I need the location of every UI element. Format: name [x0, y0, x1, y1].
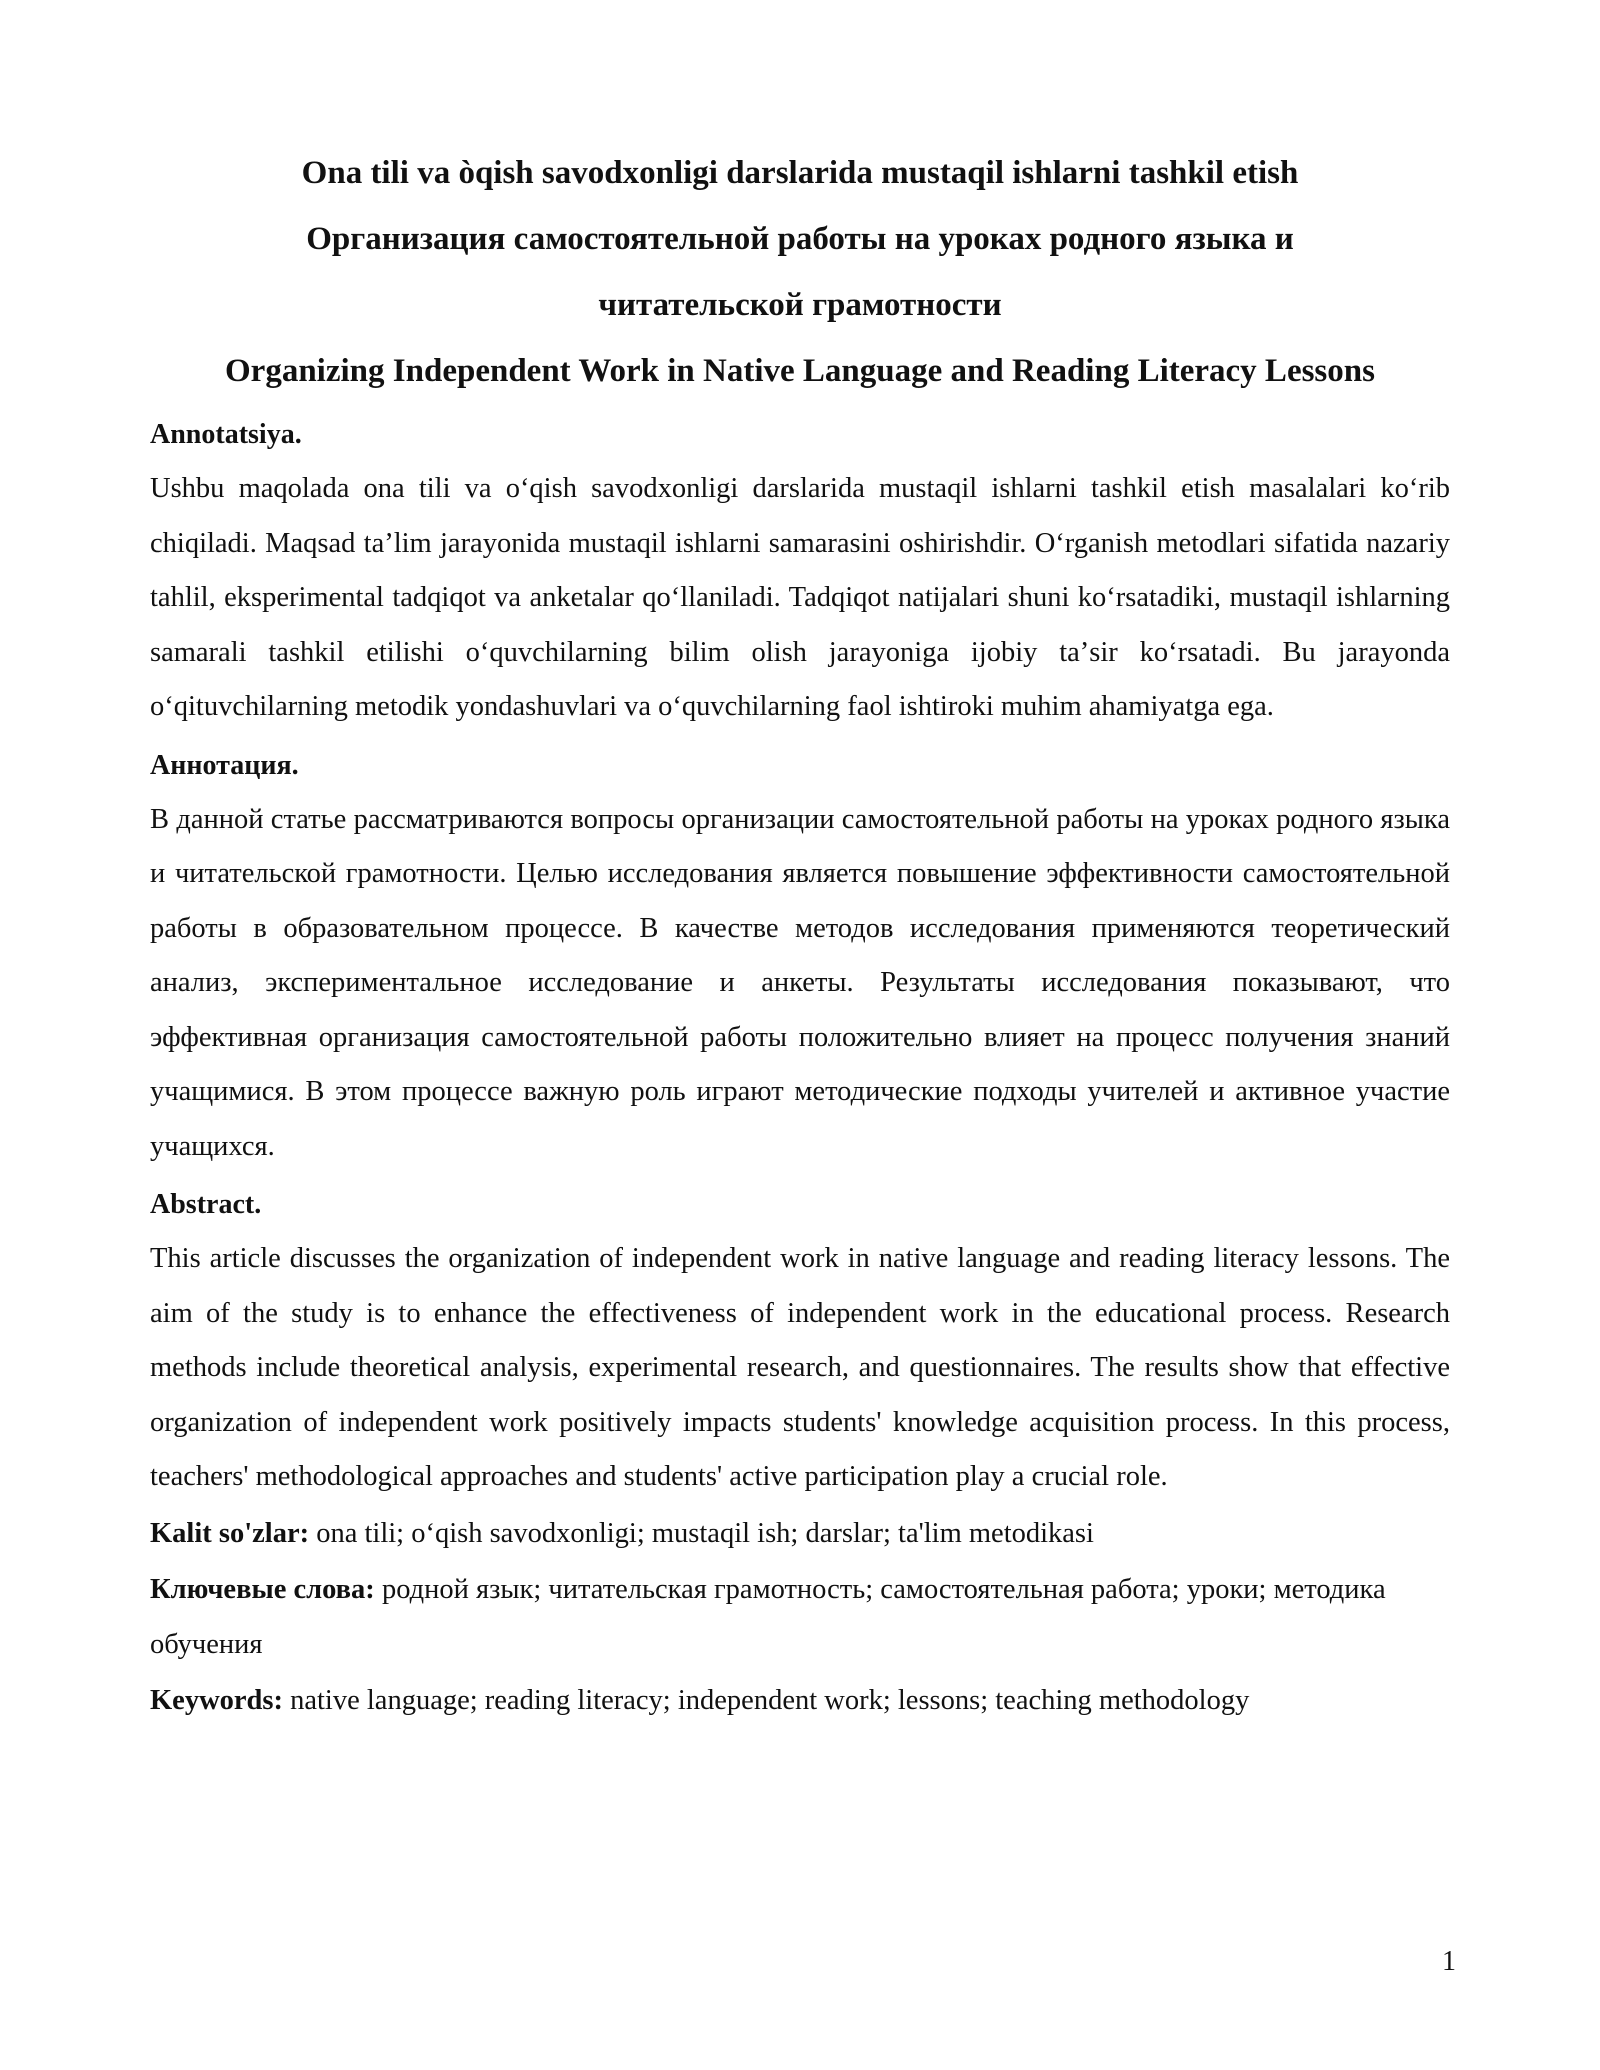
keywords-uz-label: Kalit so'zlar:	[150, 1517, 310, 1549]
annotation-uz-text: Ushbu maqolada ona tili va oʻqish savodxonligi darslarida mustaqil ishlarni tashkil etish masalalari koʻrib chiqiladi. Maqsad taʼlim jarayonida mustaqil ishlarni samarasini oshirishdir. Oʻrganish metodlari sifatida nazariy tahlil, eksperimental tadqiqot va anketalar qoʻllaniladi. Tadqiqot natijalari shuni koʻrsatadiki, mustaqil ishlarning samarali tashkil etilishi oʻquvchilarning bilim olish jarayoniga ijobiy taʼsir koʻrsatadi. Bu jarayonda oʻqituvchilarning metodik yondashuvlari va oʻquvchilarning faol ishtiroki muhim ahamiyatga ega.	[150, 473, 1450, 722]
abstract-en-text: This article discusses the organization of independent work in native language and reading literacy lessons. The aim of the study is to enhance the effectiveness of independent work in the educational process. Research methods include theoretical analysis, experimental research, and questionnaires. The results show that effective organization of independent work positively impacts students' knowledge acquisition process. In this process, teachers' methodological approaches and students' active participation play a crucial role.	[150, 1243, 1450, 1492]
keywords-ru-text: родной язык; читательская грамотность; самостоятельная работа; уроки; методика обучения	[150, 1574, 1386, 1660]
abstract-en-heading: Abstract.	[150, 1189, 262, 1220]
keywords-en	[150, 1674, 1450, 1729]
title-english: Organizing Independent Work in Native Language and Reading Literacy Lessons	[225, 353, 1375, 389]
annotation-ru-heading: Аннотация.	[150, 749, 299, 781]
annotation-uz-heading: Annotatsiya.	[150, 419, 302, 450]
page-number: 1	[1442, 1946, 1456, 1977]
title-block	[150, 140, 1450, 404]
title-russian-line-1: Организация самостоятельной работы на уроках родного языка и	[306, 221, 1294, 257]
keywords-ru	[150, 1563, 1450, 1672]
keywords-uz	[150, 1507, 1450, 1562]
keywords-en-label: Keywords:	[150, 1685, 283, 1716]
title-uzbek: Ona tili va òqish savodxonligi darslarida mustaqil ishlarni tashkil etish	[301, 155, 1299, 191]
annotation-ru-text: В данной статье рассматриваются вопросы организации самостоятельной работы на уроках родного языка и читательской грамотности. Целью исследования является повышение эффективности самостоятельной работы в образовательном процессе. В качестве методов исследования применяются теоретический анализ, экспериментальное исследование и анкеты. Результаты исследования показывают, что эффективная организация самостоятельной работы положительно влияет на процесс получения знаний учащимися. В этом процессе важную роль играют методические подходы учителей и активное участие учащихся.	[150, 803, 1450, 1162]
keywords-uz-text: ona tili; oʻqish savodxonligi; mustaqil ish; darslar; ta'lim metodikasi	[309, 1517, 1094, 1549]
keywords-en-text: native language; reading literacy; independent work; lessons; teaching methodology	[282, 1685, 1250, 1716]
keywords-ru-label: Ключевые слова:	[150, 1574, 375, 1605]
document-page	[150, 140, 1450, 1729]
title-russian-line-2: читательской грамотности	[598, 287, 1002, 323]
